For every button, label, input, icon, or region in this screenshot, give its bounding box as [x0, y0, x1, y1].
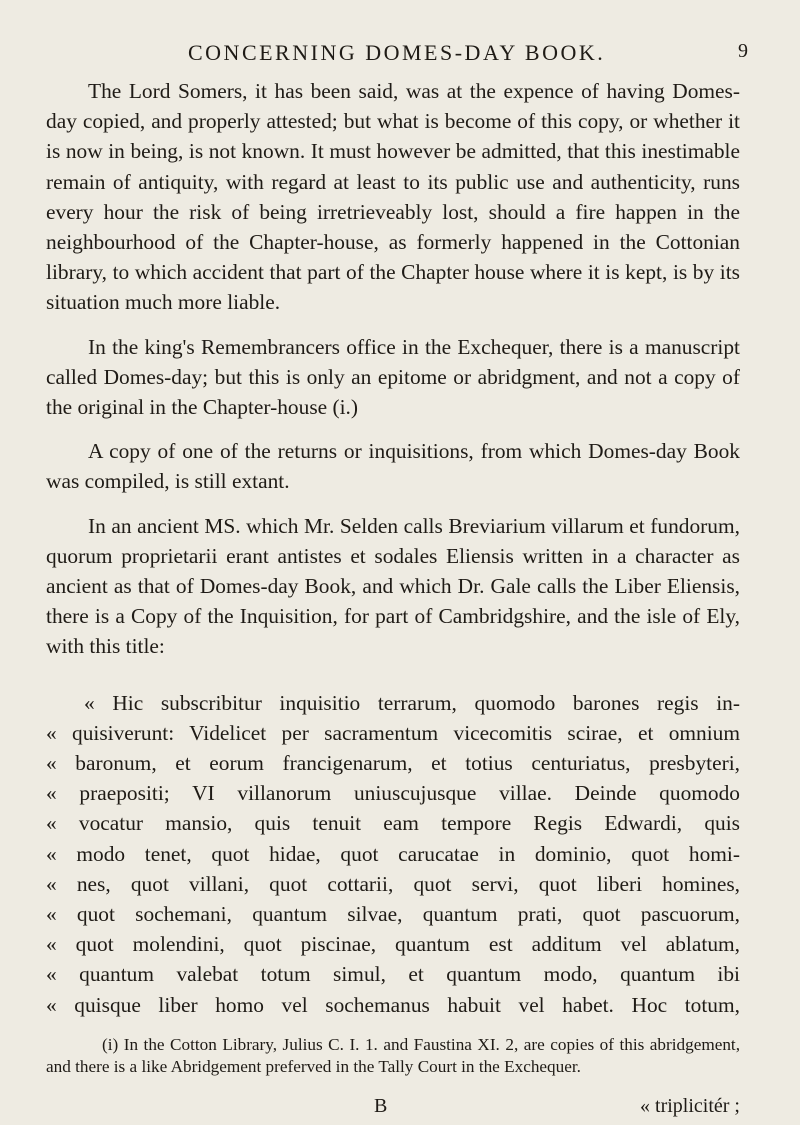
running-title: CONCERNING DOMES-DAY BOOK. [188, 40, 606, 65]
quote-line: « praepositi; VI villanorum uniuscujusque villae. Deinde quomodo [46, 781, 740, 806]
quote-line: « quot sochemani, quantum silvae, quantum prati, quot pascuorum, [46, 902, 740, 927]
quote-line: « vocatur mansio, quis tenuit eam tempore Regis Edwardi, quis [46, 811, 740, 836]
signature-mark: B [374, 1095, 388, 1118]
quote-line: « modo tenet, quot hidae, quot carucatae in dominio, quot homi- [46, 841, 740, 866]
quote-line: « quisque liber homo vel sochemanus habuit vel habet. Hoc totum, [46, 992, 740, 1017]
quote-line: « quisiverunt: Videlicet per sacramentum vicecomitis scirae, et omnium [46, 720, 740, 745]
quote-line: « nes, quot villani, quot cottarii, quot servi, quot liberi homines, [46, 871, 740, 896]
paragraph-remembrancers-office: In the king's Remembrancers office in the Exchequer, there is a manuscript called Domes-day; but this is only an epitome or abridgment, and not a copy of the original in the Chapter-house (i.) [46, 334, 740, 420]
page-footer [46, 1095, 740, 1125]
quote-line: « quantum valebat totum simul, et quantum modo, quantum ibi [46, 962, 740, 987]
page-number: 9 [738, 40, 748, 62]
footnote: (i) In the Cotton Library, Julius C. I. 1. and Faustina XI. 2, are copies of this abridgement, and there is a like Abridgement preferved in the Tally Court in the Exchequer. [46, 1034, 740, 1076]
catchword: « triplicitér ; [640, 1095, 740, 1118]
latin-quotation [46, 688, 740, 1020]
paragraph-ancient-ms: In an ancient MS. which Mr. Selden calls Breviarium villarum et fundorum, quorum proprietarii erant antistes et sodales Eliensis written in a character as ancient as that of Domes-day Book, and which Dr. Gale calls the Liber Eliensis, there is a Copy of the Inquisition, for part of Cambridgshire, and the isle of Ely, with this title: [46, 513, 740, 659]
paragraph-somers-copy: The Lord Somers, it has been said, was at the expence of having Domes-day copied, and properly attested; but what is become of this copy, or whether it is now in being, is not known. It must however be admitted, that this inestimable remain of antiquity, with regard at least to its public use and authenticity, runs every hour the risk of being irretrieveably lost, should a fire happen in the neighbourhood of the Chapter-house, as formerly happened in the Cottonian library, to which accident that part of the Chapter house where it is kept, is by its situation much more liable. [46, 79, 740, 315]
quote-line: « baronum, et eorum francigenarum, et totius centuriatus, presbyteri, [46, 751, 740, 776]
quote-line: « quot molendini, quot piscinae, quantum est additum vel ablatum, [46, 932, 740, 957]
quote-line: « Hic subscribitur inquisitio terrarum, quomodo barones regis in- [84, 690, 740, 715]
page-header [46, 40, 748, 76]
paragraph-copy-of-returns: A copy of one of the returns or inquisitions, from which Domes-day Book was compiled, is still extant. [46, 439, 740, 494]
